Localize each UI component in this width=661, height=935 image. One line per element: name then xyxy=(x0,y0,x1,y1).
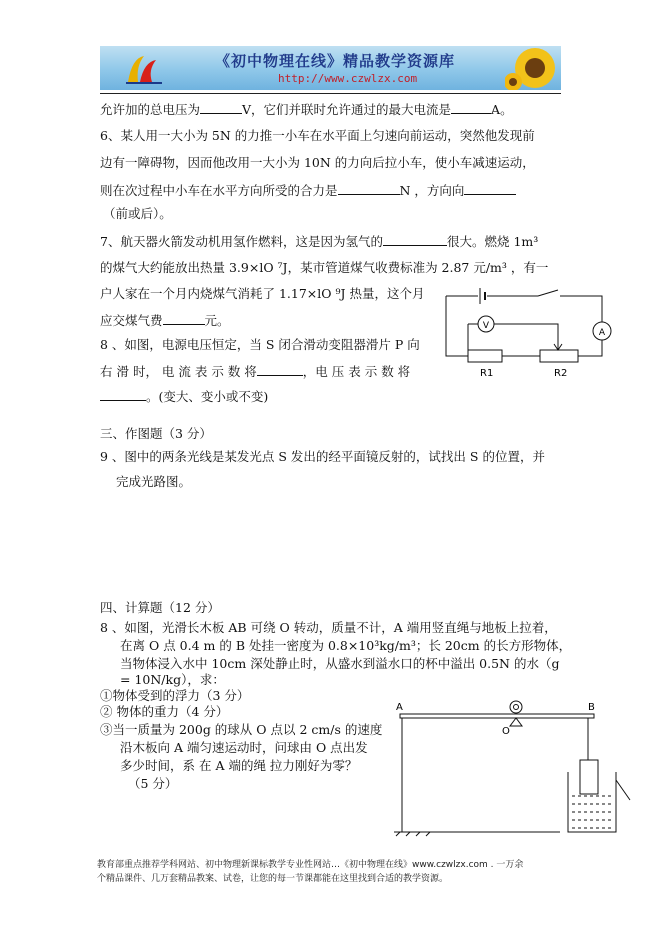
answer-blank[interactable] xyxy=(451,101,491,114)
footer-line-2: 个精品课件、几万套精品教案、试卷，让您的每一节课都能在这里找到合适的教学资源。 xyxy=(97,874,449,884)
header-rule xyxy=(100,93,561,94)
header-banner xyxy=(100,46,561,90)
lever-label-o: O xyxy=(502,726,510,737)
q8-line-3: 。(变大、变小或不变) xyxy=(100,388,268,405)
footer-line-1: 教育部重点推荐学科网站、初中物理新课标教学专业性网站…《初中物理在线》www.czwlzx.com . 一万余 xyxy=(97,860,524,870)
q7-line-4: 应交煤气费 元。 xyxy=(100,313,230,328)
q7-line-2: 的煤气大约能放出热量 3.9×lO ⁷J，某市管道煤气收费标准为 2.87 元/m³ ，有一 xyxy=(100,260,549,275)
sub-question-3-line-4: （5 分） xyxy=(128,776,178,791)
q-calc-line-3: 当物体浸入水中 10cm 深处静止时，从盛水到溢水口的杯中溢出 0.5N 的水（g xyxy=(120,656,560,671)
sub-question-1: ①物体受到的浮力（3 分） xyxy=(100,688,250,703)
site-logo-icon xyxy=(122,52,166,86)
r2-label: R2 xyxy=(554,368,568,379)
footer xyxy=(97,858,567,886)
lever-label-b: B xyxy=(588,702,595,713)
lever-diagram xyxy=(390,696,640,842)
answer-blank[interactable] xyxy=(257,363,303,376)
q7-line-1: 7、航天器火箭发动机用氢作燃料，这是因为氢气的 很大。燃烧 1m³ xyxy=(100,234,539,249)
sub-question-3-line-2: 沿木板向 A 端匀速运动时，问球由 O 点出发 xyxy=(120,740,368,755)
q6-line-4: （前或后）。 xyxy=(103,206,172,221)
lever-label-a: A xyxy=(396,702,403,713)
q-calc-line-2: 在离 O 点 0.4 m 的 B 处挂一密度为 0.8×10³kg/m³；长 20cm 的长方形物体， xyxy=(120,638,572,653)
answer-blank[interactable] xyxy=(200,101,242,114)
sub-question-2: ② 物体的重力（4 分） xyxy=(100,704,229,719)
header-title: 《初中物理在线》精品教学资源库 xyxy=(215,52,456,70)
sunflower-icon xyxy=(505,46,561,90)
answer-blank[interactable] xyxy=(338,182,400,195)
section3-heading: 三、作图题（3 分） xyxy=(100,426,212,441)
voltmeter-label: V xyxy=(482,321,490,331)
q6-line-3: 则在次过程中小车在水平方向所受的合力是 N ，方向向 xyxy=(100,182,516,199)
circuit-diagram xyxy=(440,284,626,380)
r1-label: R1 xyxy=(480,368,494,379)
sub-question-3-line-3: 多少时间，系 在 A 端的绳 拉力刚好为零？ xyxy=(120,758,358,773)
q9-line-2: 完成光路图。 xyxy=(116,474,192,489)
q8-line-2: 右 滑 时， 电 流 表 示 数 将 ，电 压 表 示 数 将 xyxy=(100,364,411,379)
answer-blank[interactable] xyxy=(100,388,146,401)
q8-line-1: 8 、如图，电源电压恒定，当 S 闭合滑动变阻器滑片 P 向 xyxy=(100,337,420,352)
q6-line-2: 边有一障碍物，因而他改用一大小为 10N 的力向后拉小车，使小车减速运动， xyxy=(100,155,535,170)
answer-blank[interactable] xyxy=(383,233,447,246)
q-calc-line-4: = 10N/kg），求： xyxy=(120,672,225,687)
q-calc-line-1: 8 、如图，光滑长木板 AB 可绕 O 转动，质量不计，A 端用竖直绳与地板上拉着， xyxy=(100,620,557,635)
q6-line-1: 6、某人用一大小为 5N 的力推一小车在水平面上匀速向前运动，突然他发现前 xyxy=(100,128,535,143)
section4-heading: 四、计算题（12 分） xyxy=(100,600,220,615)
ammeter-label: A xyxy=(598,328,606,338)
answer-blank[interactable] xyxy=(163,312,205,325)
answer-blank[interactable] xyxy=(464,182,516,195)
prev-question-line: 允许加的总电压为 V，它们并联时允许通过的最大电流是 A。 xyxy=(100,102,513,117)
q9-line-1: 9 、图中的两条光线是某发光点 S 发出的经平面镜反射的，试找出 S 的位置，并 xyxy=(100,449,545,464)
sub-question-3-line-1: ③当一质量为 200g 的球从 O 点以 2 cm/s 的速度 xyxy=(100,722,383,737)
q7-line-3: 户人家在一个月内烧煤气消耗了 1.17×lO ⁹J 热量，这个月 xyxy=(100,286,425,301)
header-url[interactable]: http://www.czwlzx.com xyxy=(278,72,418,85)
